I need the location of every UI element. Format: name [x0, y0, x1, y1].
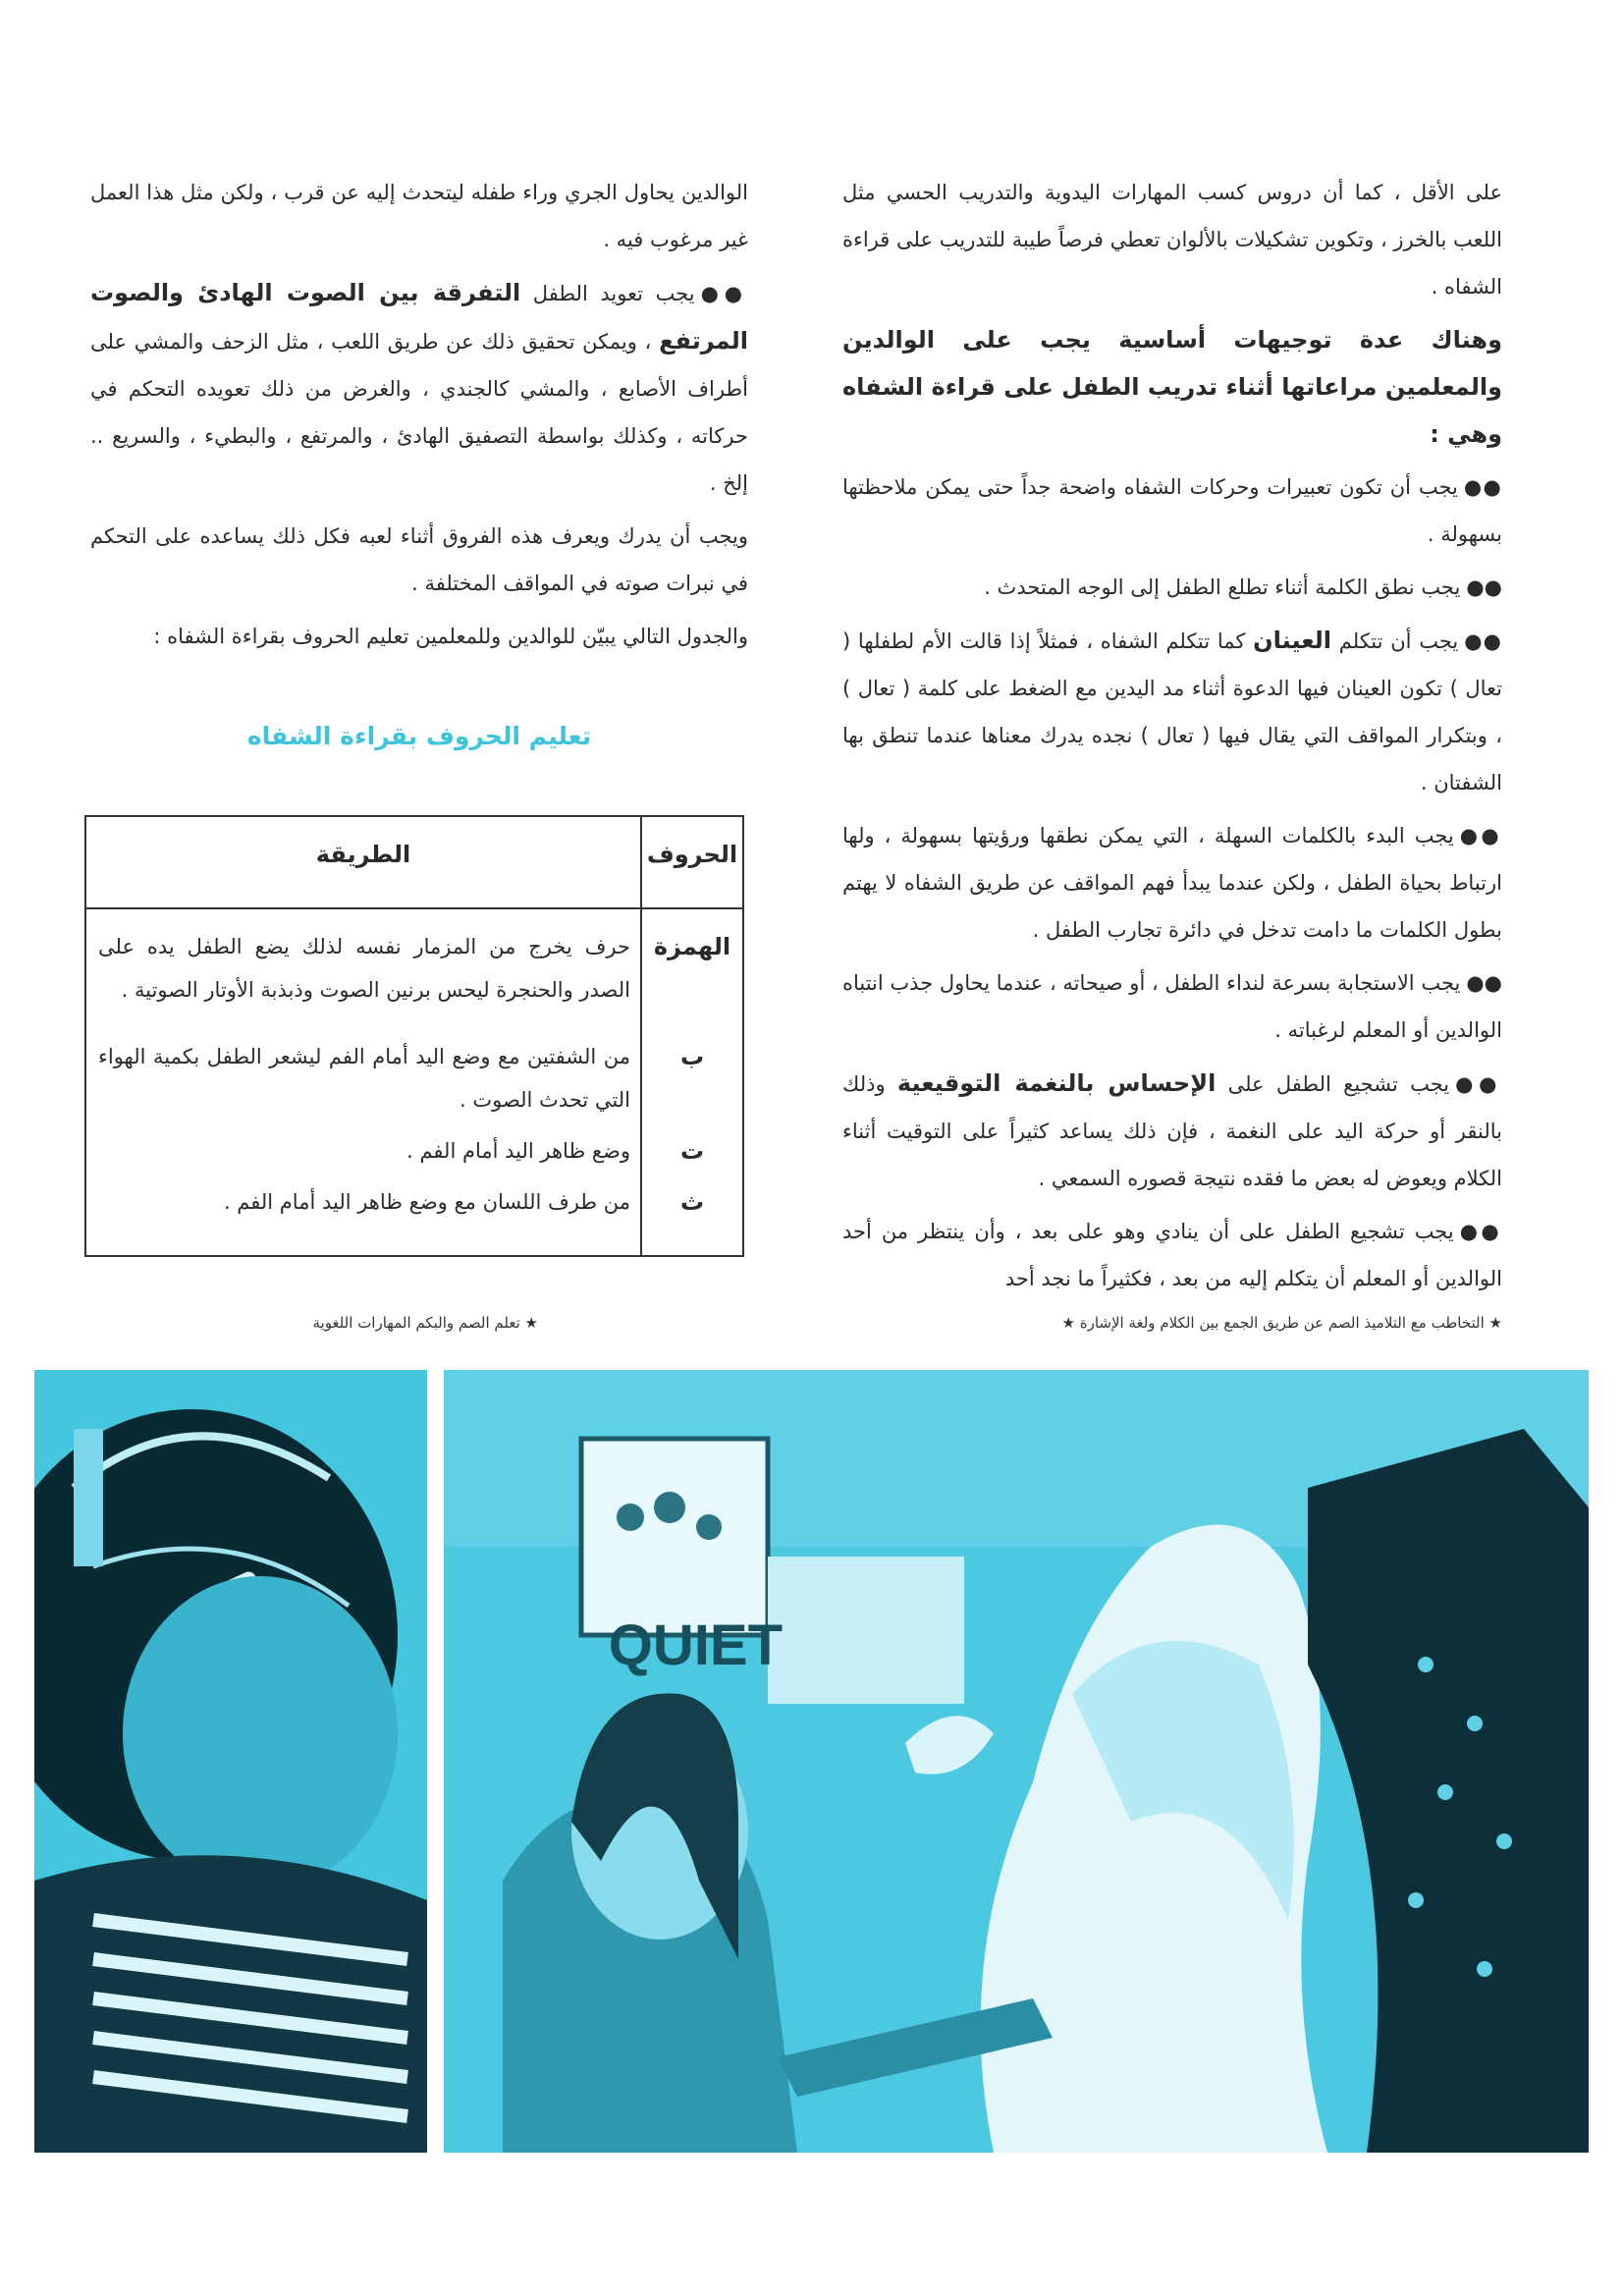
bullet-icon: ●● [1466, 971, 1502, 995]
letters-table [84, 815, 744, 1257]
bullet-icon: ●● [1455, 1072, 1503, 1096]
bullet-item: ●●يجب تعويد الطفل التفرقة بين الصوت الهادئ والصوت المرتفع ، ويمكن تحقيق ذلك عن طريق اللعب ، مثل الزحف والمشي على أطراف الأصابع ، والمشي كالجندي ، والغرض من ذلك تعويده التحكم في حركاته ، وكذلك بواسطة التصفيق الهادئ ، والمرتفع ، والبطيء ، والسريع .. إلخ . [90, 279, 748, 495]
photo-caption-right: ★ التخاطب مع التلاميذ الصم عن طريق الجمع بين الكلام ولغة الإشارة ★ [1061, 1314, 1502, 1332]
bullet-item: ●●يجب نطق الكلمة أثناء تطلع الطفل إلى الوجه المتحدث . [984, 575, 1502, 599]
bullet-item: ●●يجب الاستجابة بسرعة لنداء الطفل ، أو صيحاته ، عندما يحاول جذب انتباه الوالدين أو المعلم لرغباته . [841, 971, 1502, 1042]
table-title: تعليم الحروف بقراءة الشفاه [246, 722, 592, 750]
row-letter: ث [679, 1188, 705, 1216]
row-method: وضع ظاهر اليد أمام الفم . [406, 1139, 630, 1163]
bullet-icon: ●● [1459, 1220, 1502, 1243]
row-letter: ب [679, 1043, 705, 1070]
row-method: حرف يخرج من المزمار نفسه لذلك يضع الطفل يده على الصدر والحنجرة ليحس برنين الصوت وذبذبة الأوتار الصوتية . [98, 935, 630, 1002]
bullet-icon: ●● [1459, 824, 1503, 847]
continuation-paragraph: الوالدين يحاول الجري وراء طفله ليتحدث إليه عن قرب ، ولكن مثل هذا العمل غير مرغوب فيه . [90, 181, 748, 251]
header-method: الطريقة [315, 841, 411, 868]
left-column [90, 169, 748, 666]
photo-caption-left: ★ تعلم الصم والبكم المهارات اللغوية [312, 1314, 538, 1332]
table-header [86, 817, 742, 909]
row-method: من الشفتين مع وضع اليد أمام الفم ليشعر الطفل بكمية الهواء التي تحدث الصوت . [98, 1045, 630, 1112]
section-heading: وهناك عدة توجيهات أساسية يجب على الوالدين والمعلمين مراعاتها أثناء تدريب الطفل على قراءة الشفاه وهي : [842, 326, 1502, 448]
bullet-icon: ●● [1463, 475, 1502, 499]
bullet-icon: ●● [1464, 629, 1502, 653]
photo-teacher-student [444, 1370, 1589, 2153]
bullet-item: ●●يجب أن تكون تعبيرات وحركات الشفاه واضحة جداً حتى يمكن ملاحظتها بسهولة . [842, 475, 1502, 546]
bullet-item: ●●يجب البدء بالكلمات السهلة ، التي يمكن نطقها ورؤيتها بسهولة ، ولها ارتباط بحياة الطفل ، ولكن عندما يبدأ فهم المواقف عن طريق الشفاه لا يهتم بطول الكلمات ما دامت تدخل في دائرة تجارب الطفل . [842, 824, 1503, 942]
svg-text:QUIET: QUIET [608, 1613, 783, 1677]
photo-child-headphones [34, 1370, 427, 2153]
bullet-icon: ●● [700, 282, 748, 305]
row-method: من طرف اللسان مع وضع ظاهر اليد أمام الفم . [223, 1190, 630, 1214]
row-letter: الهمزة [653, 933, 731, 960]
bullet-item: ●●يجب تشجيع الطفل على الإحساس بالنغمة التوقيعية وذلك بالنقر أو حركة اليد على النغمة ، فإن ذلك يساعد كثيراً على التوقيت أثناء الكلام ويعوض له بعض ما فقده نتيجة قصوره السمعي . [842, 1069, 1503, 1190]
right-column [842, 169, 1502, 1308]
bullet-item: ●●يجب أن تتكلم العينان كما تتكلم الشفاه ، فمثلاً إذا قالت الأم لطفلها ( تعال ) تكون العينان فيها الدعوة أثناء مد اليدين مع الضغط على كلمة ( تعال ) ، وبتكرار المواقف التي يقال فيها ( تعال ) نجده يدرك معناها عندما تنطق بها الشفتان . [842, 627, 1502, 794]
bullet-icon: ●● [1466, 575, 1502, 599]
table-intro-paragraph: والجدول التالي يبيّن للوالدين وللمعلمين تعليم الحروف بقراءة الشفاه : [153, 625, 748, 648]
row-letter: ت [679, 1137, 705, 1165]
bullet-item: ●●يجب تشجيع الطفل على أن ينادي وهو على بعد ، وأن ينتظر من أحد الوالدين أو المعلم أن يتكلم إليه من بعد ، فكثيراً ما نجد أحد [842, 1220, 1502, 1290]
intro-paragraph: على الأقل ، كما أن دروس كسب المهارات اليدوية والتدريب الحسي مثل اللعب بالخرز ، وتكوين تشكيلات بالألوان تعطي فرصاً طيبة للتدريب على قراءة الشفاه . [842, 181, 1502, 299]
header-letters: الحروف [646, 841, 738, 868]
paragraph: ويجب أن يدرك ويعرف هذه الفروق أثناء لعبه فكل ذلك يساعده على التحكم في نبرات صوته في المواقف المختلفة . [90, 524, 748, 595]
